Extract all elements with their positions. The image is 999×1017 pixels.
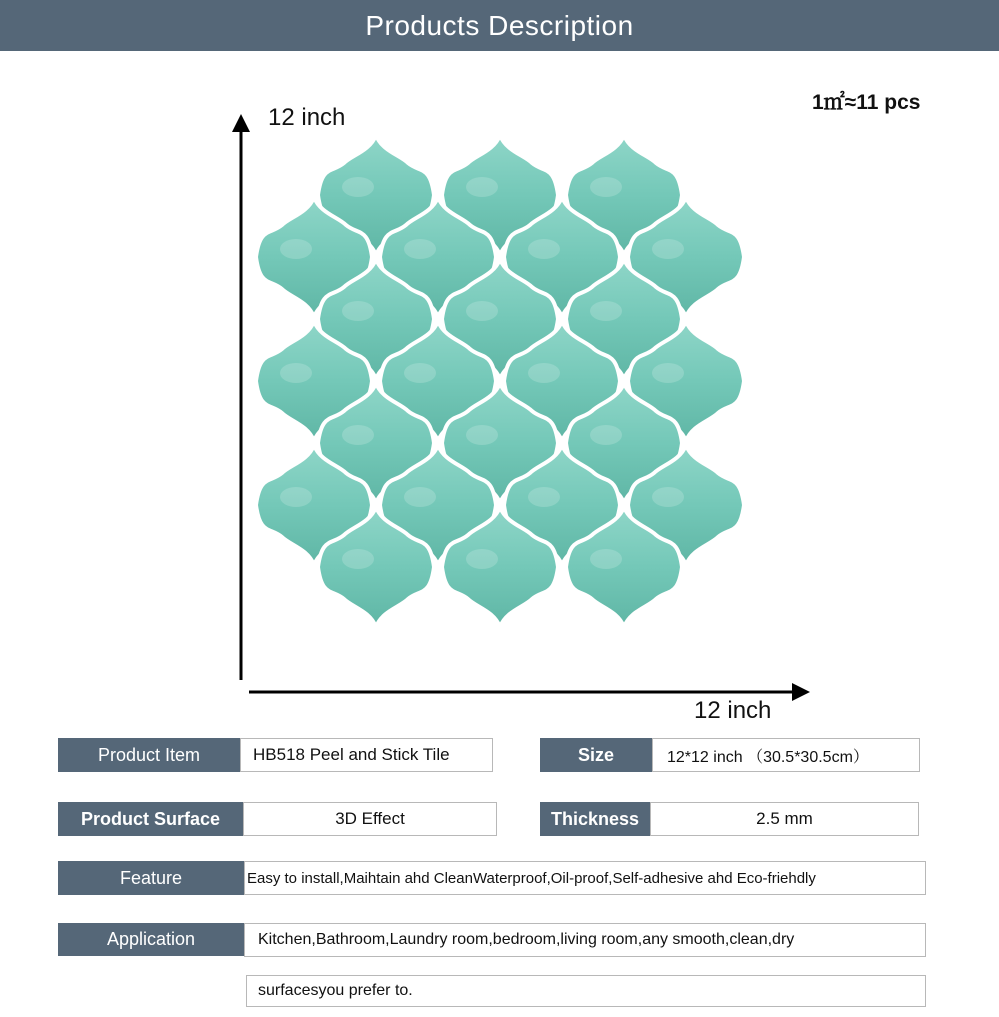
tile-highlight [280,487,312,507]
tile-highlight [280,239,312,259]
product-item-value: HB518 Peel and Stick Tile [240,738,493,772]
product-surface-value: 3D Effect [243,802,497,836]
tile-highlight [528,487,560,507]
tile-highlight [590,549,622,569]
tile-highlight [466,425,498,445]
product-surface-label: Product Surface [58,802,243,836]
page-title: Products Description [365,9,634,41]
tile-highlight [528,363,560,383]
application-value-line1: Kitchen,Bathroom,Laundry room,bedroom,living room,any smooth,clean,dry [244,923,926,957]
tile-highlight [404,239,436,259]
tile-highlight [466,301,498,321]
tile-highlight [342,549,374,569]
tile-highlight [466,549,498,569]
size-label: Size [540,738,652,772]
tile-highlight [528,239,560,259]
tile-highlight [404,487,436,507]
application-value-line2: surfacesyou prefer to. [246,975,926,1007]
feature-label: Feature [58,861,244,895]
application-label: Application [58,923,244,956]
tile-highlight [404,363,436,383]
tile-highlight [280,363,312,383]
tile-highlight [590,425,622,445]
tile-highlight [466,177,498,197]
coverage-note: 1㎡≈11 pcs [812,91,921,114]
tile-highlight [652,239,684,259]
tile-highlight [342,425,374,445]
tile-highlight [590,177,622,197]
tile-highlight [590,301,622,321]
product-item-label: Product Item [58,738,240,772]
size-value: 12*12 inch （30.5*30.5cm） [652,738,920,772]
vertical-arrow-head [232,114,250,132]
feature-value: Easy to install,Maihtain ahd CleanWaterproof,Oil-proof,Self-adhesive ahd Eco-friehdly [244,861,926,895]
horizontal-arrow-head [792,683,810,701]
tile-highlight [342,301,374,321]
width-label: 12 inch [694,697,772,724]
thickness-label: Thickness [540,802,650,836]
tile-product-image [252,130,800,680]
thickness-value: 2.5 mm [650,802,919,836]
tile-highlight [652,487,684,507]
tile-highlight [652,363,684,383]
tile-highlight [342,177,374,197]
height-label: 12 inch [268,104,346,131]
